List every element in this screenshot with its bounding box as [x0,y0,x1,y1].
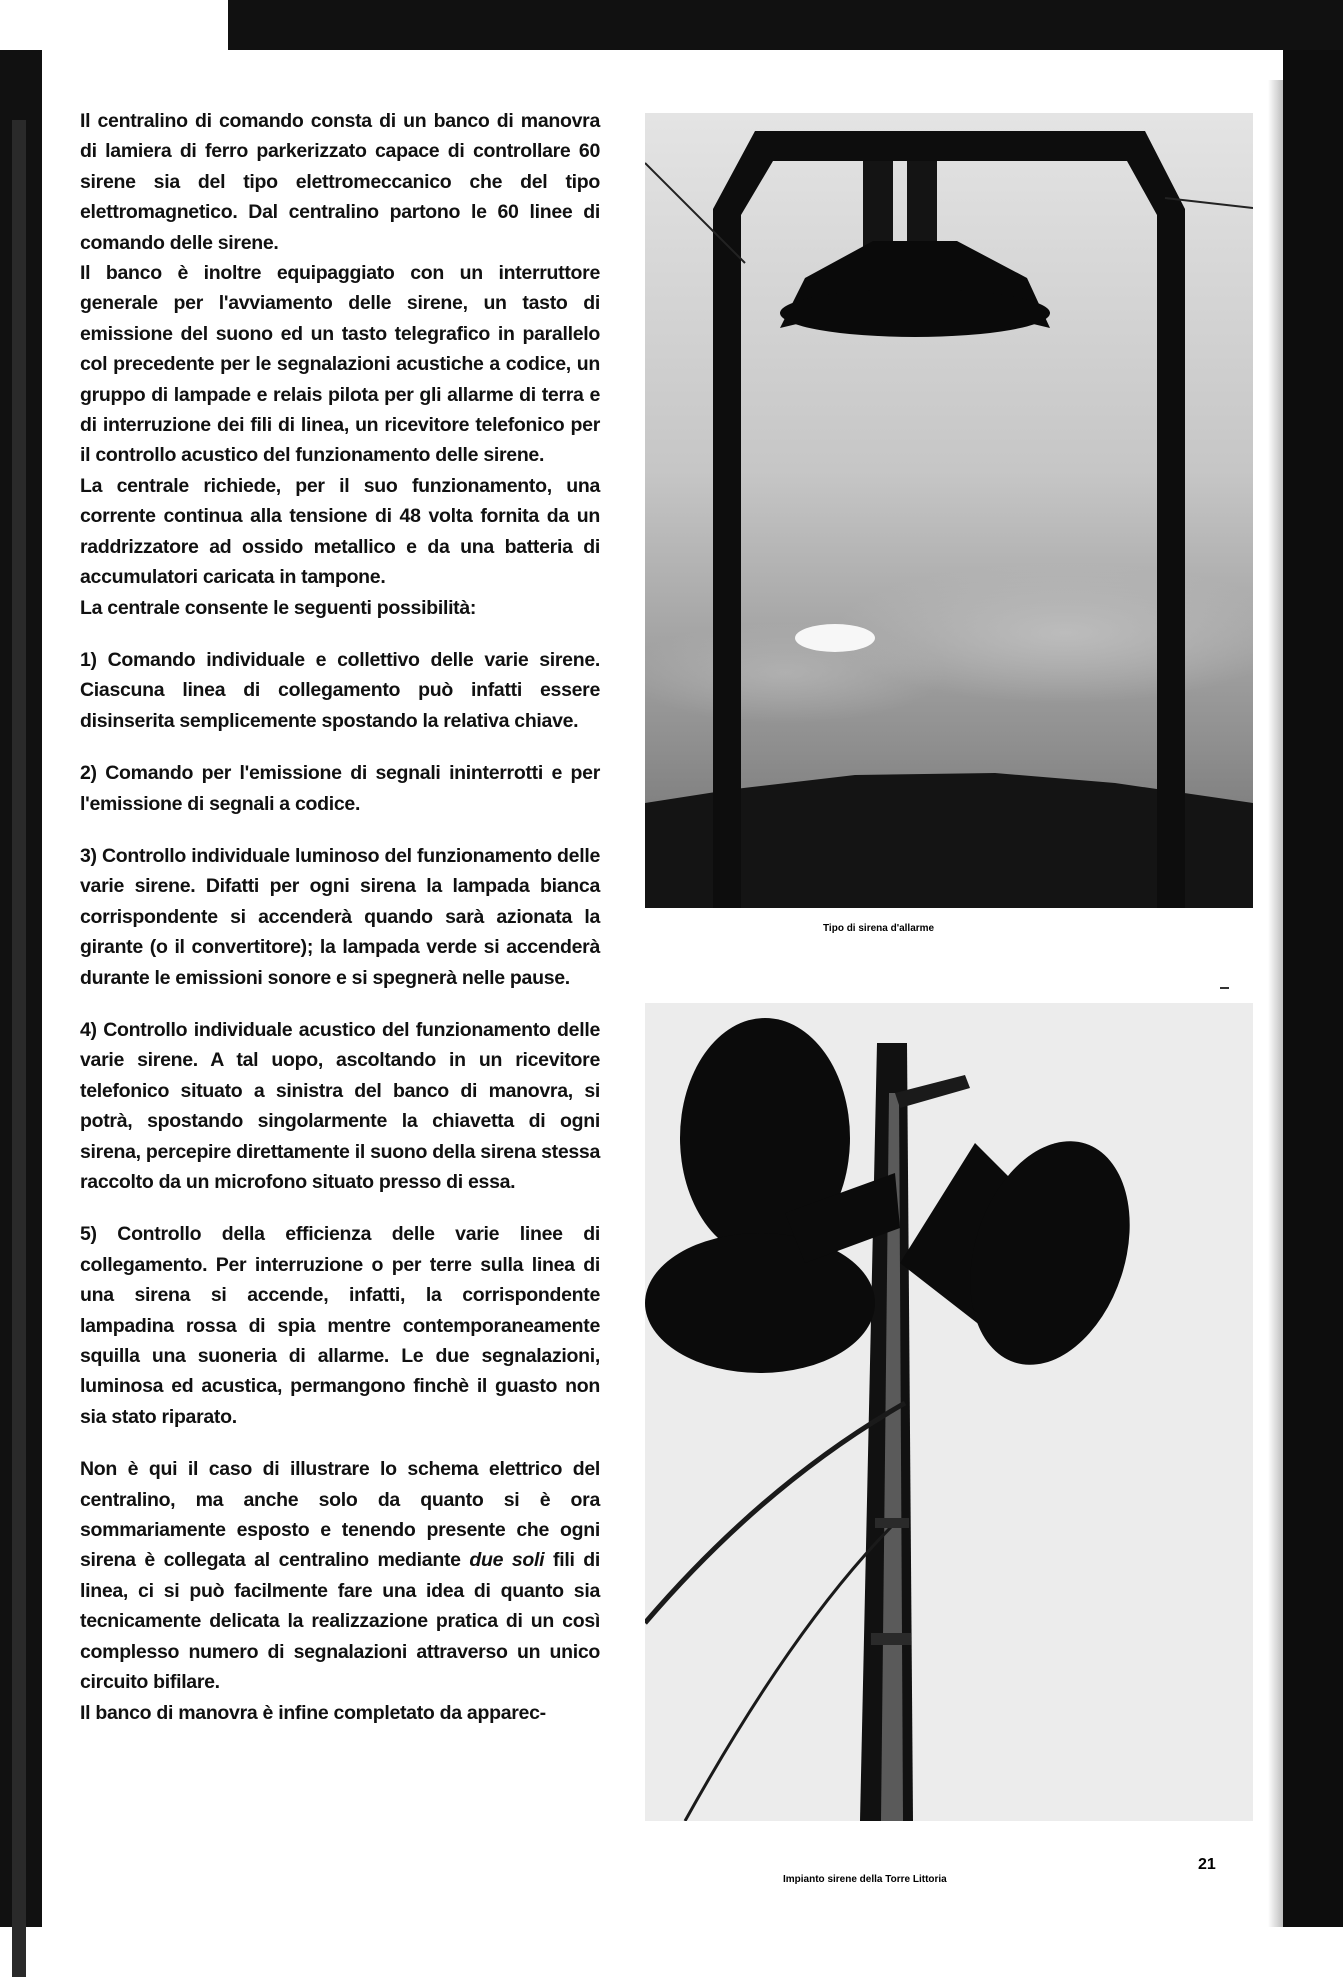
paragraph-1: Il centralino di comando consta di un banco di manovra di lamiera di ferro parkerizzato capace di controllare 60 sirene sia del tipo elettromeccanico che del tipo elettromagnetico. Dal centralino partono le 60 linee di comando delle sirene. [80,110,600,254]
list-item-5: 5) Controllo della efficienza delle varie linee di collegamento. Per interruzione o per terre sulla linea di una sirena si accende, infatti, la corrispondente lampadina rossa di spia mentre contemporaneamente squilla una suoneria di allarme. Le due segnalazioni, luminosa ed acustica, permangono finchè il guasto non sia stato riparato. [80,1223,600,1428]
caption-bottom-photo: Impianto sirene della Torre Littoria [783,1874,947,1885]
paragraph-4: La centrale consente le seguenti possibilità: [80,596,477,619]
page-spine [12,120,26,1977]
list-item-2: 2) Comando per l'emissione di segnali ininterrotti e per l'emissione di segnali a codice. [80,762,600,815]
paragraph-3: La centrale richiede, per il suo funzionamento, una corrente continua alla tensione di 48 volta fornita da un raddrizzatore ad ossido metallico e da una batteria di accumulatori caricata in tampone. [80,474,600,589]
article-text-column [80,106,600,1728]
caption-top-photo: Tipo di sirena d'allarme [823,923,935,934]
paragraph-2: Il banco è inoltre equipaggiato con un interruttore generale per l'avviamento delle sirene, un tasto di emissione del suono ed un tasto telegrafico in parallelo col precedente per le segnalazioni acustiche a codice, un gruppo di lampade e relais pilota per gli allarme di terra e di interruzione dei fili di linea, un ricevitore telefonico per il controllo acustico del funzionamento delle sirene. [80,262,600,467]
margin-mark [1220,987,1229,989]
closing-text-before: Non è qui il caso di illustrare lo schema elettrico del centralino, ma anche solo da quanto si è ora sommariamente esposto e tenendo presente che ogni sirena è collegata al centralino mediante [80,1458,600,1572]
page-number: 21 [1198,1856,1216,1873]
scan-right-border [1283,50,1343,1927]
photo-tower-sirens [645,1003,1253,1821]
closing-paragraph [80,1454,600,1697]
closing-emphasis: due soli [469,1549,545,1572]
list-item-4: 4) Controllo individuale acustico del funzionamento delle varie sirene. A tal uopo, ascoltando in un ricevitore telefonico situato a sinistra del banco di manovra, si potrà, spostando singolarmente la chiavetta di ogni sirena, percepire direttamente il suono della sirena stessa raccolto da un microfono situato presso di essa. [80,1018,600,1193]
scan-top-notch [0,0,228,50]
page-edge-shadow [1268,80,1283,1927]
last-line: Il banco di manovra è infine completato da apparec- [80,1701,546,1724]
closing-text-after: fili di linea, ci si può facilmente fare una idea di quanto sia tecnicamente delicata la realizzazione pratica di un così complesso numero di segnalazioni attraverso un unico circuito bifilare. [80,1549,601,1694]
scan-left-border [0,50,42,1927]
list-item-1: 1) Comando individuale e collettivo delle varie sirene. Ciascuna linea di collegamento può infatti essere disinserita semplicemente spostando la relativa chiave. [80,648,600,732]
photo-siren-type [645,113,1253,908]
list-item-3: 3) Controllo individuale luminoso del funzionamento delle varie sirene. Difatti per ogni sirena la lampada bianca corrispondente si accenderà quando sarà azionata la girante (o il convertitore); la lampada verde si accenderà durante le emissioni sonore e si spegnerà nelle pause. [80,844,600,989]
